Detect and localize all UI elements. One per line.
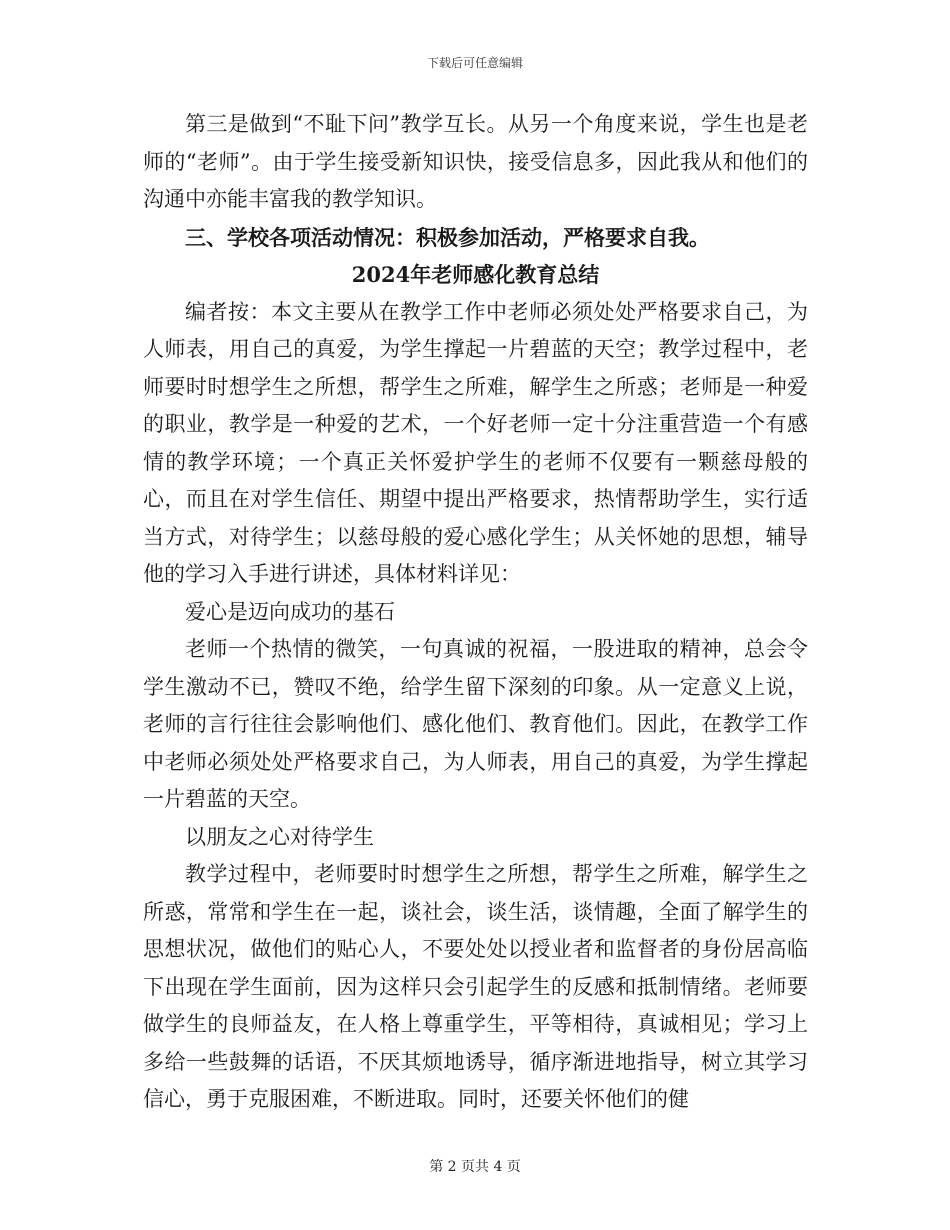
subheading-love-foundation: 爱心是迈向成功的基石 [185,599,395,624]
paragraph-teacher-smile: 老师一个热情的微笑，一句真诚的祝福，一股进取的精神，总会令学生激动不已，赞叹不绝，给学生留下深刻的印象。从一定意义上说，老师的言行往往会影响他们、感化他们、教育他们。因此，在教学工作中老师必须处处严格要求自己，为人师表，用自己的真爱，为学生撑起一片碧蓝的天空。 [143,637,808,811]
paragraph-ask-students: 第三是做到“不耻下问”教学互长。从另一个角度来说，学生也是老师的“老师”。由于学生接受新知识快，接受信息多，因此我从和他们的沟通中亦能丰富我的教学知识。 [143,112,808,211]
paragraph-editor-note: 编者按：本文主要从在教学工作中老师必须处处严格要求自己，为人师表，用自己的真爱，为学生撑起一片碧蓝的天空；教学过程中，老师要时时想学生之所想，帮学生之所难，解学生之所惑；老师是一种爱的职业，教学是一种爱的艺术，一个好老师一定十分注重营造一个有感情的教学环境；一个真正关怀爱护学生的老师不仅要有一颗慈母般的心，而且在对学生信任、期望中提出严格要求，热情帮助学生，实行适当方式，对待学生；以慈母般的爱心感化学生；从关怀她的思想，辅导他的学习入手进行讲述，具体材料详见： [143,299,808,586]
article-title: 2024年老师感化教育总结 [351,262,600,287]
subheading-friend-heart: 以朋友之心对待学生 [185,824,374,849]
paragraph-teaching-process: 教学过程中，老师要时时想学生之所想，帮学生之所难，解学生之所惑，常常和学生在一起，谈社会，谈生活，谈情趣，全面了解学生的思想状况，做他们的贴心人，不要处处以授业者和监督者的身份居高临下出现在学生面前，因为这样只会引起学生的反感和抵制情绪。老师要做学生的良师益友，在人格上尊重学生，平等相待，真诚相见；学习上多给一些鼓舞的话语，不厌其烦地诱导，循序渐进地指导，树立其学习信心，勇于克服困难，不断进取。同时，还要关怀他们的健 [143,862,808,1111]
page-footer-page-number: 第 2 页共 4 页 [429,1159,521,1175]
page-header: 下载后可任意编辑 [426,56,523,70]
document-body [143,106,808,1119]
section-heading-activities: 三、学校各项活动情况：积极参加活动，严格要求自我。 [185,224,710,250]
